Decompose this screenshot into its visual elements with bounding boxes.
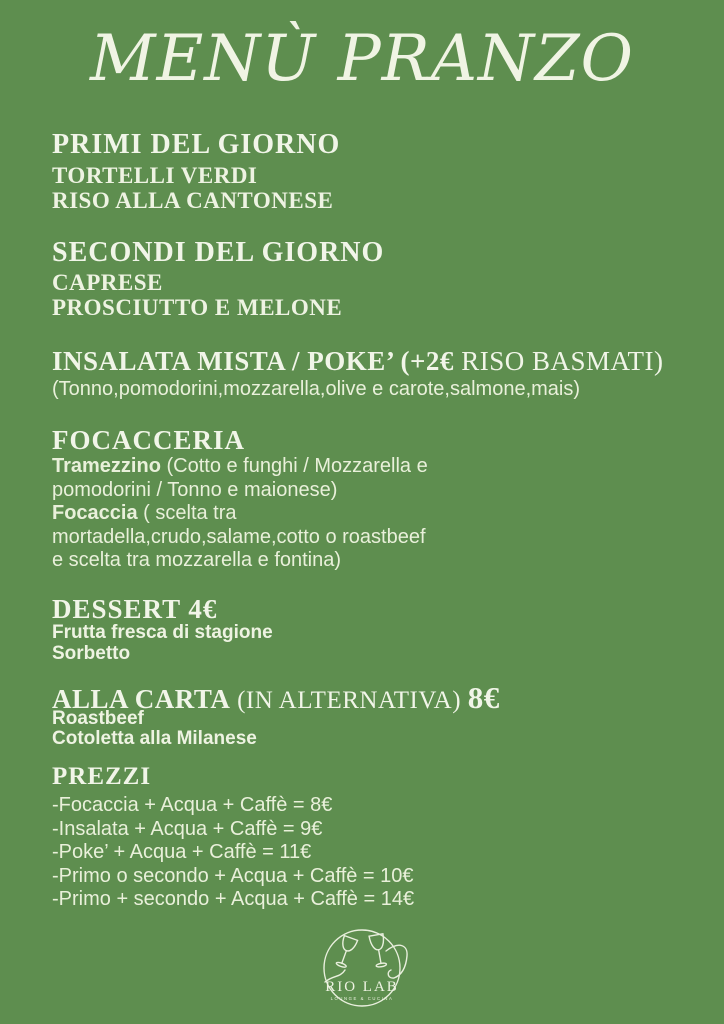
flourish-right [386,945,407,978]
insalata-description: (Tonno,pomodorini,mozzarella,olive e carote,salmone,mais) [52,378,581,400]
secondi-heading: SECONDI DEL GIORNO [52,237,385,268]
item-desc: pomodorini / Tonno e maionese) [52,478,338,501]
alla-carta-heading-regular: (IN ALTERNATIVA) [230,687,468,714]
price-line: -Primo + secondo + Acqua + Caffè = 14€ [52,888,415,910]
wine-glasses-icon [325,934,407,982]
item-name: Tramezzino [52,455,161,477]
item-desc: ( scelta tra [137,502,237,524]
insalata-heading-bold: INSALATA MISTA / POKE’ (+2€ [52,346,454,376]
alla-carta-items [52,709,257,749]
focacceria-line [52,502,428,526]
menu-item: Sorbetto [52,643,131,664]
menu-item: PROSCIUTTO E MELONE [52,295,343,320]
menu-item: Cotoletta alla Milanese [52,728,257,749]
prezzi-list [52,794,414,912]
logo-tagline: LOUNGE & CUCINA [330,996,394,1001]
focacceria-line [52,549,428,573]
item-desc: mortadella,crudo,salame,cotto o roastbeef [52,525,426,548]
item-desc: e scelta tra mozzarella e fontina) [52,549,342,571]
primi-heading: PRIMI DEL GIORNO [52,129,341,160]
insalata-heading [52,348,663,375]
focacceria-line [52,455,428,479]
alla-carta-price: 8€ [467,680,500,715]
price-line: -Primo o secondo + Acqua + Caffè = 10€ [52,864,414,887]
menu-item: TORTELLI VERDI [52,163,258,188]
rio-lab-logo [302,926,462,1024]
menu-item: Frutta fresca di stagione [52,622,273,643]
price-line: -Insalata + Acqua + Caffè = 9€ [52,817,323,840]
menu-title: MENÙ PRANZO [90,22,634,96]
menu-item: Roastbeef [52,708,144,729]
dessert-items [52,622,273,664]
focacceria-items [52,455,428,573]
secondi-items [52,270,342,320]
dessert-heading: DESSERT 4€ [52,594,218,624]
insalata-heading-regular: RISO BASMATI) [453,346,664,376]
menu-item: CAPRESE [52,270,163,295]
logo-name: RIO LAB [325,979,399,995]
item-name: Focaccia [52,502,138,524]
menu-item: RISO ALLA CANTONESE [52,188,334,213]
price-line: -Poke’ + Acqua + Caffè = 11€ [52,841,312,863]
focacceria-line [52,526,428,550]
focacceria-line [52,479,428,503]
price-line: -Focaccia + Acqua + Caffè = 8€ [52,794,333,816]
focacceria-heading: FOCACCERIA [52,425,246,455]
primi-items [52,163,333,213]
item-desc: (Cotto e funghi / Mozzarella e [160,455,428,477]
alla-carta-heading-bold: ALLA CARTA [52,684,231,714]
prezzi-heading: PREZZI [52,763,152,790]
